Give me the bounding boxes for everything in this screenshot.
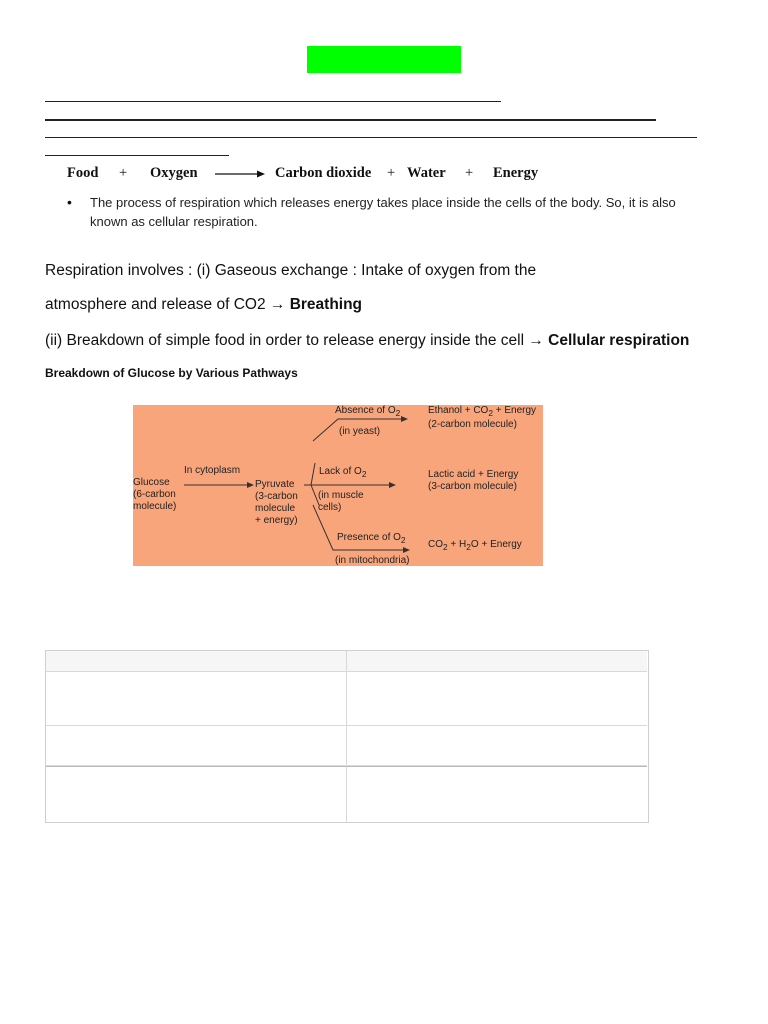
ethanol-product-label: [428, 405, 536, 431]
presence-text: Presence of O: [337, 532, 401, 543]
presence-subscript: 2: [400, 535, 406, 545]
ethanol-note: (2-carbon molecule): [428, 419, 517, 430]
ethanol-text: Ethanol + CO: [428, 405, 489, 416]
blank-line-3: [45, 137, 697, 138]
table-header-cell-2: [347, 651, 647, 672]
in-muscle-label: [318, 490, 364, 514]
in-yeast-label: (in yeast): [339, 426, 381, 437]
lactic-product-label: [428, 469, 518, 493]
lack-text: Lack of O: [319, 466, 362, 477]
table-row-3-cell-2: [347, 766, 647, 822]
cellular-respiration-paragraph: [45, 332, 689, 350]
cellular-text: (ii) Breakdown of simple food in order to release energy inside the cell →: [45, 332, 549, 349]
respiration-paragraph-line-1: Respiration involves : (i) Gaseous exchange : Intake of oxygen from the: [45, 262, 537, 279]
glucose-line-3: molecule): [133, 501, 177, 512]
highlight-box: [307, 46, 461, 73]
co2-text: CO: [428, 539, 443, 550]
ethanol-energy: + Energy: [492, 405, 537, 416]
breathing-text: atmosphere and release of CO2 →: [45, 296, 290, 313]
equation-plus-1: +: [119, 165, 128, 181]
in-mitochondria-label: (in mitochondria): [335, 555, 410, 566]
equation-water: Water: [407, 165, 446, 181]
absence-text: Absence of O: [335, 405, 396, 416]
table-row-1-cell-1: [46, 672, 347, 726]
table-row-2-cell-1: [46, 726, 347, 766]
diagram-heading: Breakdown of Glucose by Various Pathways: [45, 366, 298, 380]
glucose-line-1: Glucose: [133, 477, 170, 488]
water-energy-text: O + Energy: [470, 539, 522, 550]
bullet-line-2: known as cellular respiration.: [90, 214, 258, 229]
bullet-paragraph: [90, 193, 720, 231]
lack-subscript: 2: [361, 469, 367, 479]
glucose-label: [133, 477, 176, 513]
equation-food: Food: [67, 165, 99, 181]
bullet-line-1: The process of respiration which releases energy takes place inside the cells of the body. So, it is also: [90, 195, 676, 210]
lactic-note: (3-carbon molecule): [428, 481, 517, 492]
h-text: + H: [447, 539, 467, 550]
absence-oxygen-label: [335, 405, 400, 419]
equation-arrow-icon: [215, 169, 265, 179]
respiration-paragraph-line-2: [45, 296, 362, 314]
glucose-line-2: (6-carbon: [133, 489, 176, 500]
presence-oxygen-label: [337, 532, 406, 546]
glucose-pathway-diagram: [133, 405, 543, 566]
equation-oxygen: Oxygen: [150, 165, 198, 181]
pyruvate-line-3: molecule: [255, 503, 296, 514]
blank-line-4: [45, 155, 229, 156]
empty-table: [45, 650, 649, 823]
breathing-term: Breathing: [289, 296, 363, 313]
ethanol-line: [428, 405, 536, 419]
pyruvate-label: [255, 479, 298, 527]
in-cytoplasm-label: In cytoplasm: [184, 465, 241, 476]
table-row-1-cell-2: [347, 672, 647, 726]
in-muscle-line-1: (in muscle: [318, 490, 364, 501]
lactic-line: Lactic acid + Energy: [428, 469, 519, 480]
table-header-cell-1: [46, 651, 347, 672]
co2-subscript: 2: [443, 542, 448, 552]
table-row-3-cell-1: [46, 766, 347, 822]
lack-oxygen-label: [319, 466, 366, 480]
cellular-respiration-term: Cellular respiration: [548, 332, 690, 349]
equation-plus-3: +: [465, 165, 474, 181]
equation-plus-2: +: [387, 165, 396, 181]
blank-line-1: [45, 101, 501, 102]
aerobic-product-label: [428, 539, 522, 553]
equation-energy: Energy: [493, 165, 539, 181]
equation-carbon-dioxide: Carbon dioxide: [275, 165, 372, 181]
pyruvate-line-4: + energy): [255, 515, 298, 526]
absence-subscript: 2: [395, 408, 401, 418]
table-row-2-cell-2: [347, 726, 647, 766]
ethanol-subscript: 2: [488, 408, 493, 418]
bullet-icon: •: [67, 194, 72, 210]
pyruvate-line-1: Pyruvate: [255, 479, 295, 490]
h2o-subscript: 2: [466, 542, 471, 552]
pyruvate-line-2: (3-carbon: [255, 491, 298, 502]
in-muscle-line-2: cells): [318, 502, 342, 513]
blank-line-2: [45, 119, 656, 121]
